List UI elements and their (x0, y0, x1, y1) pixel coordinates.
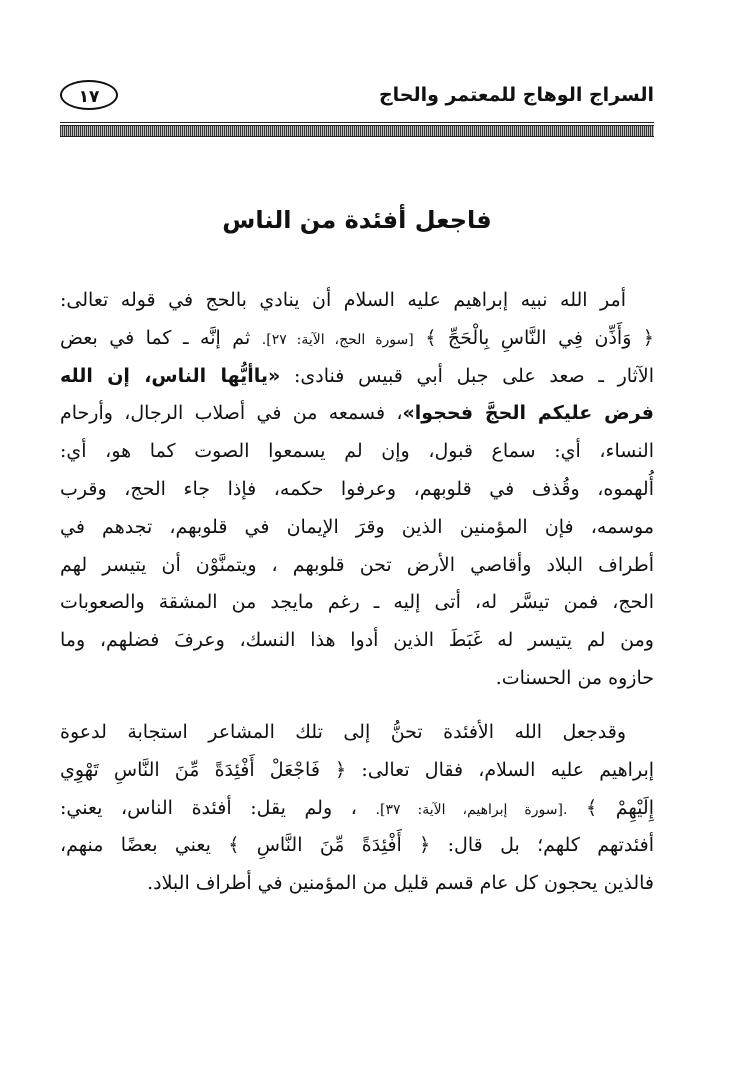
text-line: موسمه، فإن المؤمنين الذين وقرَ الإيمان في قلوبهم، تجدهم في (60, 515, 654, 538)
hadith-quote: فرض عليكم الحجَّ فحجوا» (402, 402, 654, 425)
section-title: فاجعل أفئدة من الناس (222, 206, 492, 234)
book-title: السراج الوهاج للمعتمر والحاج (378, 84, 654, 106)
text-run: أفئدتهم كلهم؛ بل قال: (447, 834, 654, 857)
text-line: أمر الله نبيه إبراهيم عليه السلام أن ينادي بالحج في قوله تعالى: (60, 289, 626, 311)
text-line: حازوه من الحسنات. (495, 666, 654, 689)
text-line (60, 790, 654, 828)
text-line (60, 358, 654, 396)
text-line: أُلهموه، وقُذف في قلوبهم، وعرفوا حكمه، فإذا جاء الحج، وقرب (60, 477, 654, 500)
text-line: ومن لم يتيسر له غَبَطَ الذين أدوا هذا النسك، وعرفَ فضلهم، وما (60, 629, 654, 652)
quran-verse: ﴿ وَأَذِّن فِي النَّاسِ بِالْحَجِّ ﴾ (425, 326, 655, 349)
text-line: فالذين يحجون كل عام قسم قليل من المؤمنين في أطراف البلاد. (147, 872, 654, 895)
text-line: النساء، أي: سماع قبول، وإن لم يسمعوا الصوت كما هو، أي: (60, 440, 654, 463)
text-line: أطراف البلاد وأقاصي الأرض تحن قلوبهم ، ويتمنَّوْن أن يتيسر لهم (60, 553, 654, 576)
text-line (60, 395, 654, 433)
text-line (60, 752, 654, 790)
hadith-quote: «ياأيُّها الناس، إن الله (60, 364, 281, 387)
text-line (60, 320, 654, 358)
text-line: وقدجعل الله الأفئدة تحنُّ إلى تلك المشاعر استجابة لدعوة (60, 721, 626, 743)
text-run: ثم إنَّه ـ كما في بعض (60, 326, 251, 349)
page-number-badge: ١٧ (60, 80, 118, 110)
quran-verse: ﴿ فَاجْعَلْ أَفْئِدَةً مِّنَ النَّاسِ تَهْوِي (60, 758, 347, 781)
text-line (60, 827, 654, 865)
quran-verse: ﴿ أَفْئِدَةً مِّنَ النَّاسِ ﴾ (228, 834, 431, 857)
text-run: الآثار ـ صعد على جبل أبي قبيس فنادى: (294, 364, 654, 387)
text-run: ، فسمعه من في أصلاب الرجال، وأرحام (60, 402, 403, 425)
header-rule (60, 122, 654, 123)
quran-verse: إِلَيْهِمْ ﴾ (586, 796, 654, 819)
text-run: ، ولم يقل: أفئدة الناس، يعني: (60, 796, 357, 819)
verse-citation: .[سورة إبراهيم، الآية: ٣٧]. (375, 801, 568, 818)
text-line: الحج، فمن تيسَّر له، أتى إليه ـ رغم مايجد من المشقة والصعوبات (60, 591, 654, 614)
paragraph-1 (60, 282, 654, 698)
text-run: إبراهيم عليه السلام، فقال تعالى: (361, 758, 655, 781)
header-hatched-divider (60, 125, 654, 137)
running-header (60, 78, 654, 122)
paragraph-2 (60, 714, 654, 903)
verse-citation: [سورة الحج، الآية: ٢٧]. (261, 331, 414, 348)
text-run: يعني بعضًا منهم، (60, 834, 211, 857)
